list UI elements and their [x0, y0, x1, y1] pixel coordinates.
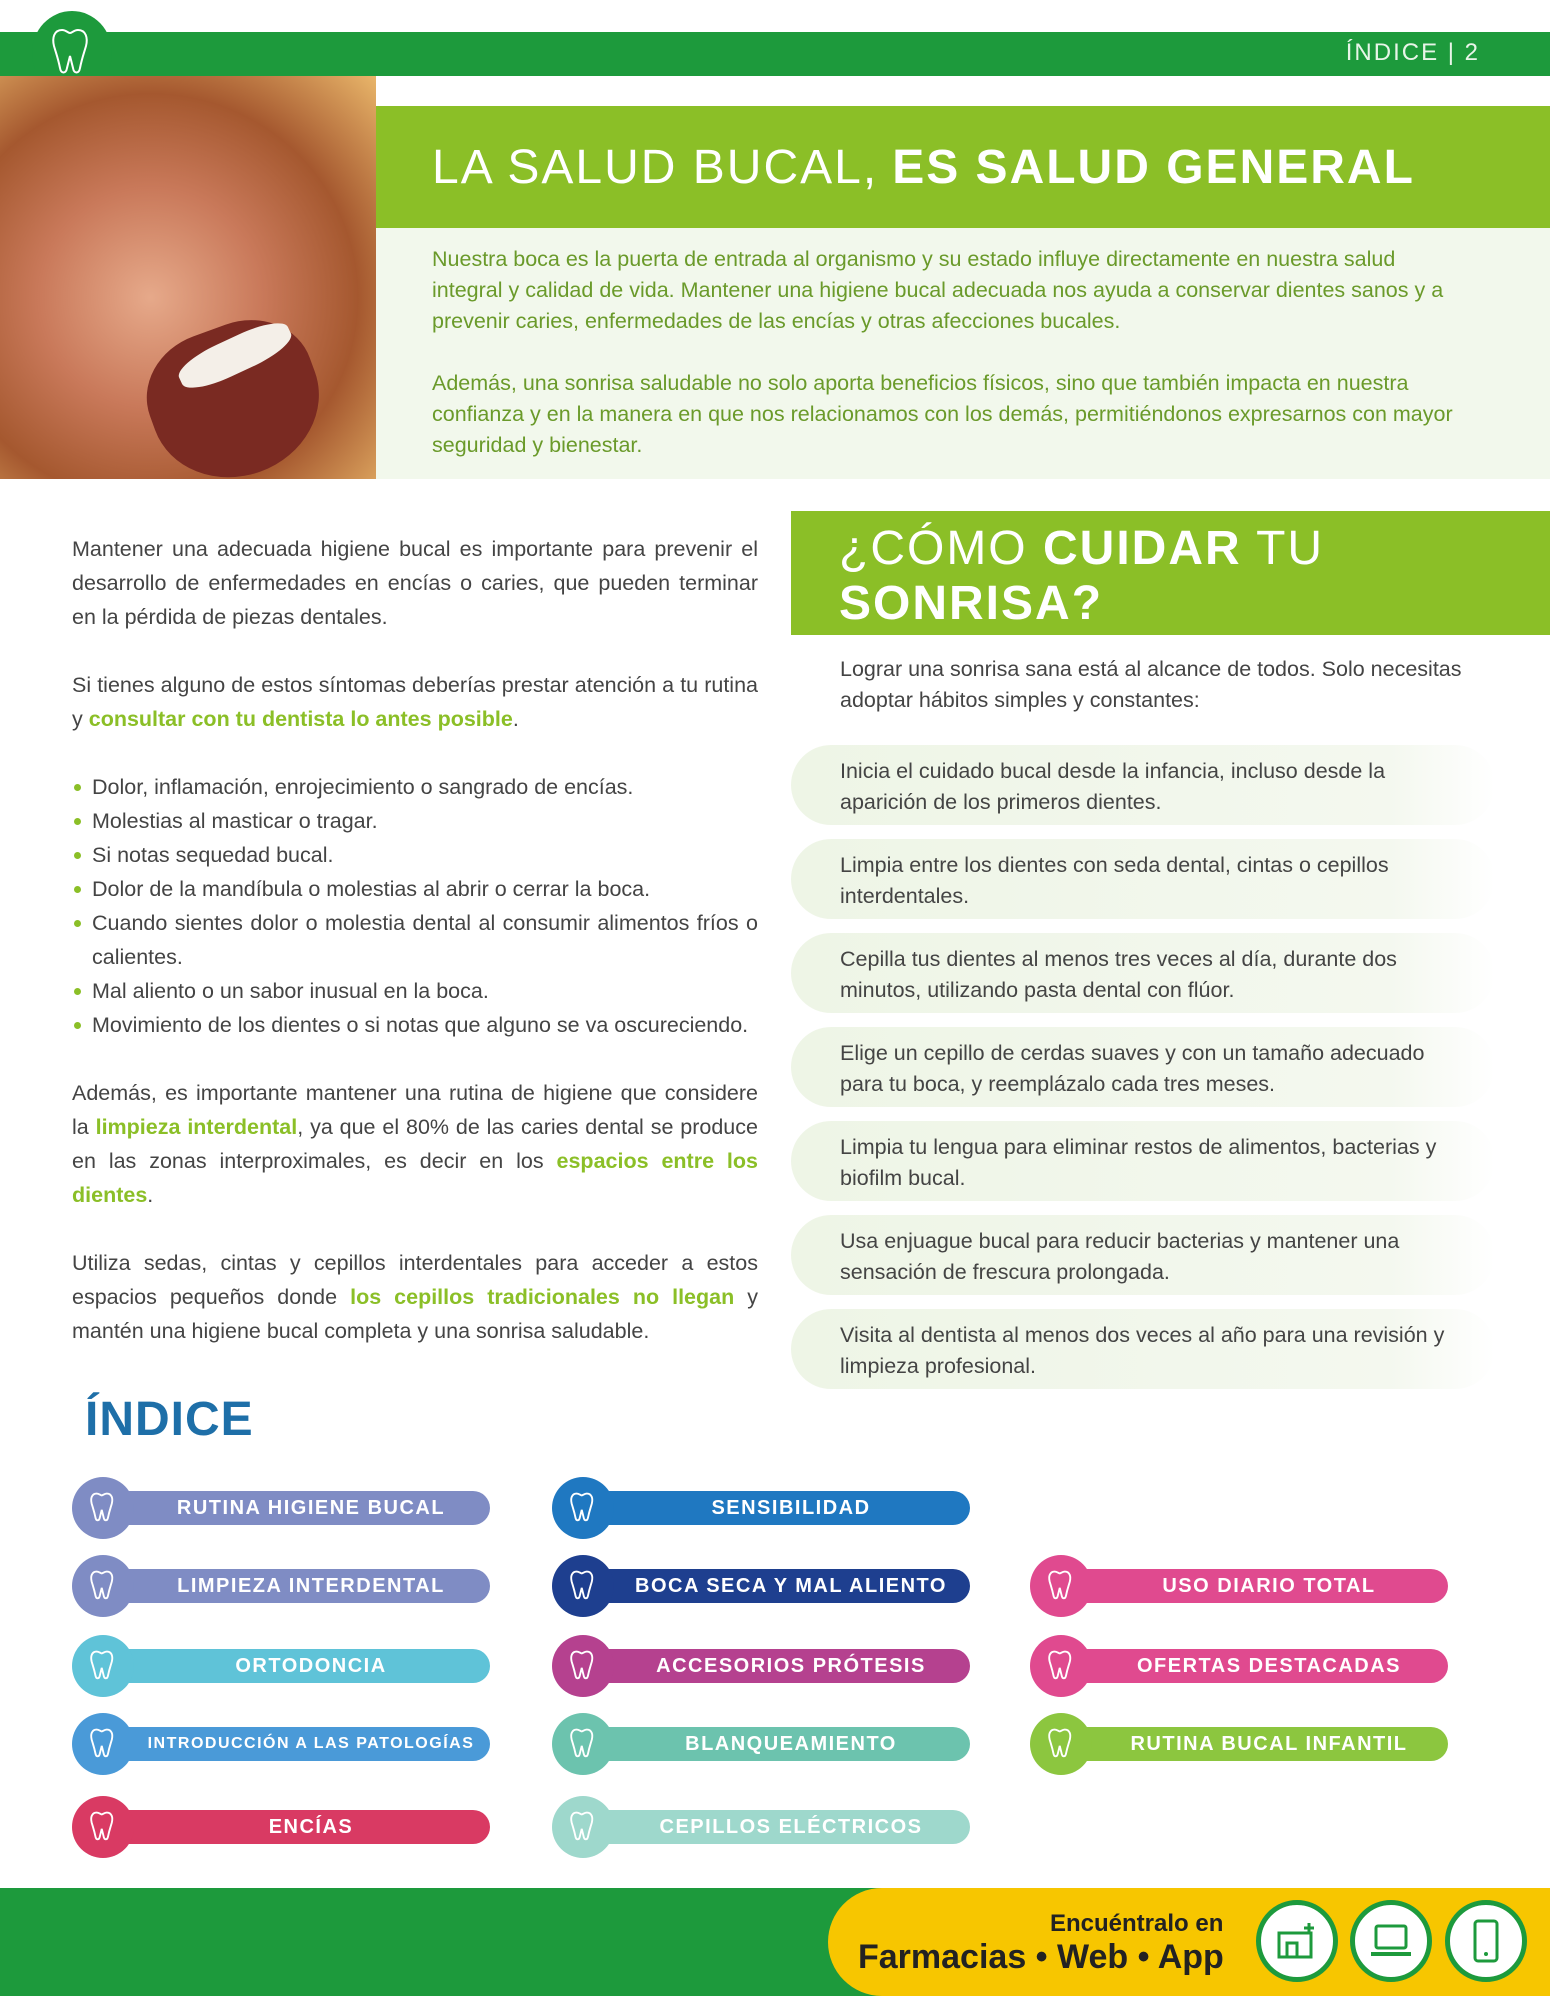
tooth-brush-icon: [72, 1477, 134, 1539]
index-link-label: RUTINA HIGIENE BUCAL: [102, 1491, 490, 1525]
index-link[interactable]: [552, 1713, 970, 1775]
index-link-label: ORTODONCIA: [102, 1649, 490, 1683]
interdental-brush-icon: [72, 1555, 134, 1617]
index-title: ÍNDICE: [85, 1393, 254, 1446]
left-paragraph: [72, 1076, 758, 1212]
index-link[interactable]: [72, 1796, 490, 1858]
highlight: espacios entre los dientes: [72, 1149, 758, 1207]
teeth-pathology-icon: [72, 1713, 134, 1775]
left-paragraph: [72, 1246, 758, 1348]
mobile-app-icon[interactable]: [1445, 1900, 1527, 1982]
index-link[interactable]: [552, 1796, 970, 1858]
symptom-item: Movimiento de los dientes o si notas que alguno se va oscureciendo.: [72, 1008, 758, 1042]
index-link[interactable]: [552, 1555, 970, 1617]
left-column: [72, 532, 758, 1382]
text: Utiliza sedas, cintas y cepillos interdentales para acceder a estos espacios pequeños donde: [72, 1251, 758, 1309]
title-part: ¿CÓMO: [839, 522, 1043, 575]
care-tip: Limpia entre los dientes con seda dental, cintas o cepillos interdentales.: [791, 839, 1495, 919]
hero-title-bold: ES SALUD GENERAL: [892, 140, 1415, 194]
footer-line2: Farmacias • Web • App: [858, 1938, 1224, 1976]
text: Además, es importante mantener una rutina de higiene que considere la: [72, 1081, 758, 1139]
index-link-label: CEPILLOS ELÉCTRICOS: [582, 1810, 970, 1844]
gums-icon: [72, 1796, 134, 1858]
text: y mantén una higiene bucal completa y una sonrisa saludable.: [72, 1285, 758, 1343]
index-link[interactable]: [72, 1477, 490, 1539]
text: .: [512, 707, 519, 731]
calendar-tooth-icon: [1030, 1555, 1092, 1617]
symptom-list: [72, 770, 758, 1042]
title-part: SONRISA?: [839, 577, 1104, 630]
hero-paragraph: Nuestra boca es la puerta de entrada al organismo y su estado influye directamente en nuestra salud integral y calidad de vida. Mantener una higiene bucal adecuada nos ayuda a conservar dientes sanos y a prevenir caries, enfermedades de las encías y otras afecciones bucales.: [432, 247, 1444, 333]
index-link[interactable]: [72, 1555, 490, 1617]
care-tip: Visita al dentista al menos dos veces al año para una revisión y limpieza profesional.: [791, 1309, 1495, 1389]
index-link[interactable]: [552, 1477, 970, 1539]
highlight: limpieza interdental: [95, 1115, 298, 1139]
text: , ya que el 80% de las caries dental se produce en las zonas interproximales, es decir en los: [72, 1115, 758, 1173]
care-tip: Usa enjuague bucal para reducir bacterias y mantener una sensación de frescura prolongada.: [791, 1215, 1495, 1295]
index-link-label: USO DIARIO TOTAL: [1060, 1569, 1448, 1603]
hero-intro: [376, 228, 1550, 479]
care-tip: Cepilla tus dientes al menos tres veces al día, durante dos minutos, utilizando pasta dental con flúor.: [791, 933, 1495, 1013]
hero-title-light: LA SALUD BUCAL,: [432, 140, 879, 194]
index-link-label: LIMPIEZA INTERDENTAL: [102, 1569, 490, 1603]
care-tip: Limpia tu lengua para eliminar restos de alimentos, bacterias y biofilm bucal.: [791, 1121, 1495, 1201]
hero-title: [376, 106, 1550, 228]
index-link-label: RUTINA BUCAL INFANTIL: [1060, 1727, 1448, 1761]
left-paragraph: [72, 668, 758, 736]
symptom-item: Dolor de la mandíbula o molestias al abrir o cerrar la boca.: [72, 872, 758, 906]
care-section-title: [791, 511, 1550, 635]
index-link-label: SENSIBILIDAD: [582, 1491, 970, 1525]
index-link-label: ENCÍAS: [102, 1810, 490, 1844]
text: Si tienes alguno de estos síntomas deberías prestar atención a tu rutina y: [72, 673, 758, 731]
index-link-label: BOCA SECA Y MAL ALIENTO: [582, 1569, 970, 1603]
symptom-item: Mal aliento o un sabor inusual en la boca.: [72, 974, 758, 1008]
index-link-label: ACCESORIOS PRÓTESIS: [582, 1649, 970, 1683]
index-link-label: INTRODUCCIÓN A LAS PATOLOGÍAS: [102, 1727, 490, 1761]
hero-photo-smiling-woman: [0, 76, 376, 479]
title-part: CUIDAR: [1042, 522, 1242, 575]
sensitive-tooth-icon: [552, 1477, 614, 1539]
denture-icon: [552, 1635, 614, 1697]
mouth-icon: [552, 1555, 614, 1617]
braces-icon: [72, 1635, 134, 1697]
index-link[interactable]: [1030, 1713, 1448, 1775]
highlight: consultar con tu dentista lo antes posible: [88, 707, 513, 731]
whitening-tooth-icon: [552, 1713, 614, 1775]
index-link[interactable]: [552, 1635, 970, 1697]
index-link-label: BLANQUEAMIENTO: [582, 1727, 970, 1761]
footer-line1: Encuéntralo en: [1050, 1910, 1224, 1937]
care-tip: Elige un cepillo de cerdas suaves y con un tamaño adecuado para tu boca, y reemplázalo cada tres meses.: [791, 1027, 1495, 1107]
symptom-item: Cuando sientes dolor o molestia dental al consumir alimentos fríos o calientes.: [72, 906, 758, 974]
index-link[interactable]: [1030, 1555, 1448, 1617]
index-link[interactable]: [1030, 1635, 1448, 1697]
discount-badge-icon: [1030, 1635, 1092, 1697]
hero-paragraph: Además, una sonrisa saludable no solo aporta beneficios físicos, sino que también impacta en nuestra confianza y en la manera en que nos relacionamos con los demás, permitiéndonos expresarnos con mayor seguridad y bienestar.: [432, 371, 1453, 457]
electric-brush-icon: [552, 1796, 614, 1858]
title-part: TU: [1241, 522, 1325, 575]
index-link[interactable]: [72, 1635, 490, 1697]
care-tips-list: [791, 745, 1495, 1403]
child-tooth-icon: [1030, 1713, 1092, 1775]
symptom-item: Si notas sequedad bucal.: [72, 838, 758, 872]
top-bar: [0, 32, 1550, 76]
symptom-item: Molestias al masticar o tragar.: [72, 804, 758, 838]
pharmacy-store-icon[interactable]: [1256, 1900, 1338, 1982]
index-link[interactable]: [72, 1713, 490, 1775]
highlight: los cepillos tradicionales no llegan: [350, 1285, 735, 1309]
text: .: [147, 1183, 154, 1207]
laptop-web-icon[interactable]: [1350, 1900, 1432, 1982]
care-tip: Inicia el cuidado bucal desde la infancia, incluso desde la aparición de los primeros dientes.: [791, 745, 1495, 825]
symptom-item: Dolor, inflamación, enrojecimiento o sangrado de encías.: [72, 770, 758, 804]
index-link-label: OFERTAS DESTACADAS: [1060, 1649, 1448, 1683]
care-intro: Lograr una sonrisa sana está al alcance de todos. Solo necesitas adoptar hábitos simples y constantes:: [840, 657, 1462, 712]
page-label: ÍNDICE | 2: [1345, 39, 1480, 66]
left-paragraph: Mantener una adecuada higiene bucal es importante para prevenir el desarrollo de enfermedades en encías o caries, que pueden terminar en la pérdida de piezas dentales.: [72, 537, 758, 629]
